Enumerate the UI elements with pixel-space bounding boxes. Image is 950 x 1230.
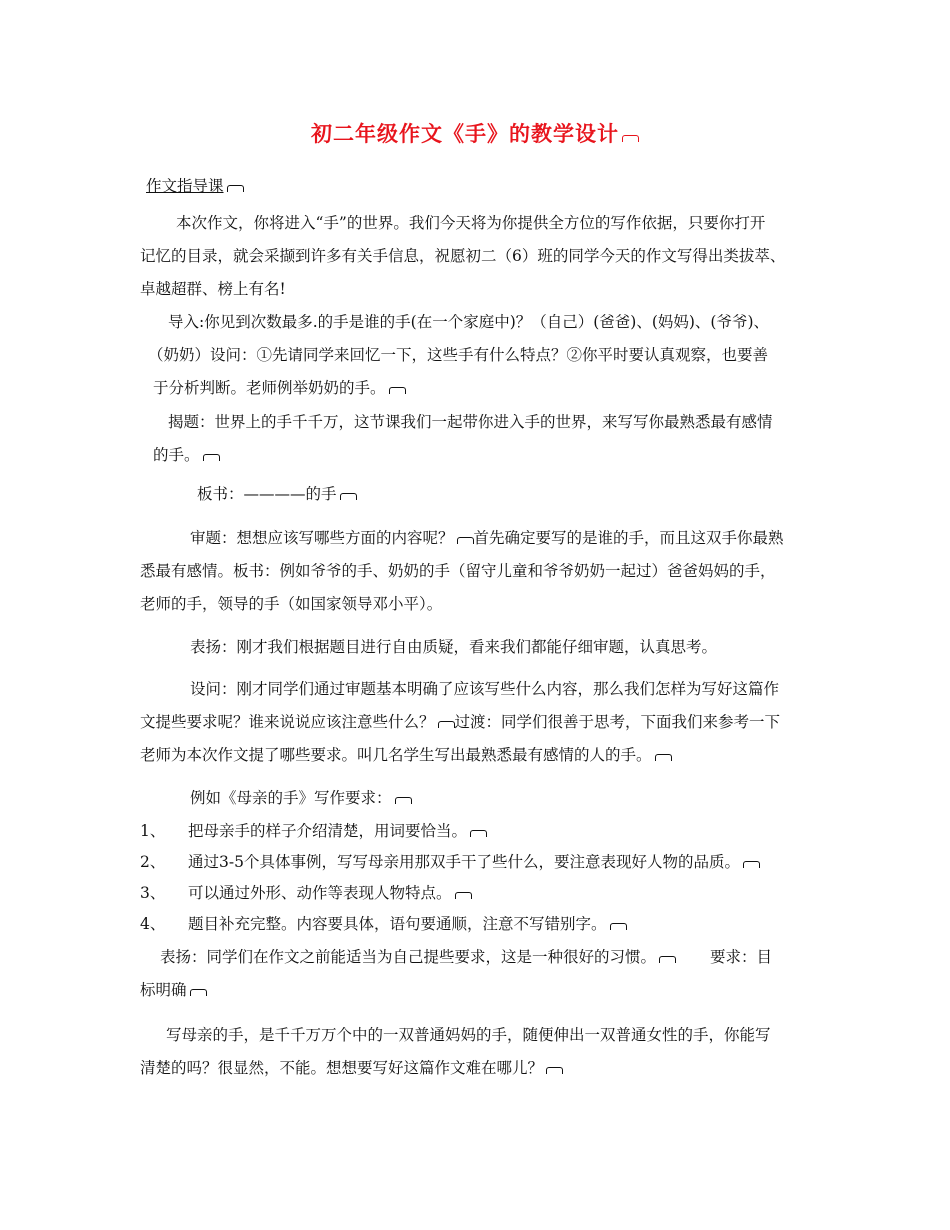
question-text-c: 老师为本次作文提了哪些要求。叫几名学生写出最熟悉最有感情的人的手。 [140,746,652,764]
closing-line-1: 写母亲的手，是千千万万个中的一双普通妈妈的手，随便伸出一双普通女性的手，你能写 [166,1026,771,1044]
paragraph-mark-icon [457,537,474,544]
closing-text: 清楚的吗？很显然，不能。想想要写好这篇作文难在哪儿？ [140,1059,544,1077]
subtitle [146,170,244,203]
requirement-text: 可以通过外形、动作等表现人物特点。 [188,884,452,902]
subtitle-text: 作文指导课 [146,177,224,195]
lead-in-text: 于分析判断。老师例举奶奶的手。 [153,379,386,397]
question-text-a: 文提些要求呢？谁来说说应该注意些什么？ [140,713,435,731]
paragraph-mark-icon [455,892,472,899]
paragraph-mark-icon [610,923,627,930]
review-text-a: 审题：想想应该写哪些方面的内容呢？ [190,529,454,547]
praise-2-text-b: 要求：目 [710,948,773,966]
paragraph-mark-icon [395,797,412,804]
praise-2-text-a: 表扬：同学们在作文之前能适当为自己提些要求，这是一种很好的习惯。 [160,948,657,966]
review-text-b: 首先确定要写的是谁的手，而且这双手你最熟 [473,529,784,547]
praise-2-text-c: 标明确 [140,981,187,999]
paragraph-mark-icon [227,185,244,192]
document-title [0,118,950,148]
question-line-2 [140,706,780,739]
requirement-text: 题目补充完整。内容要具体，语句要通顺，注意不写错别字。 [188,915,607,933]
paragraph-mark-icon [389,387,406,394]
paragraph-mark-icon [340,493,357,500]
review-line-1 [190,522,784,555]
intro-line-3: 卓越超群、榜上有名! [140,280,286,298]
board-text: 板书：————的手 [197,485,337,503]
board-writing [197,478,357,511]
review-line-2: 悉最有感情。板书：例如爷爷的手、奶奶的手（留守儿童和爷爷奶奶一起过）爸爸妈妈的手， [140,562,776,580]
requirement-text: 通过3-5个具体事例，写写母亲用那双手干了些什么，要注意表现好人物的品质。 [188,853,740,871]
requirement-item [140,815,487,848]
question-line-3 [140,739,672,772]
paragraph-mark-icon [743,861,760,868]
requirement-item [140,877,472,910]
requirement-item [140,908,627,941]
praise-2-line-2 [140,974,207,1007]
paragraph-mark-icon [190,989,207,996]
requirement-number: 3、 [140,884,166,902]
reveal-line-1: 揭题：世界上的手千千万，这节课我们一起带你进入手的世界，来写写你最熟悉最有感情 [168,413,773,431]
lead-in-line-2: （奶奶）设问：①先请同学来回忆一下，这些手有什么特点？②你平时要认真观察，也要善 [148,346,769,364]
example-heading [190,782,412,815]
paragraph-mark-icon [655,754,672,761]
requirement-text: 把母亲手的样子介绍清楚，用词要恰当。 [188,822,468,840]
question-line-1: 设问：刚才同学们通过审题基本明确了应该写些什么内容，那么我们怎样为写好这篇作 [190,680,780,698]
paragraph-mark-icon [659,956,676,963]
requirement-number: 1、 [140,822,166,840]
praise-2-line-1 [160,941,772,974]
closing-line-2 [140,1052,563,1085]
reveal-text: 的手。 [153,446,200,464]
paragraph-mark-icon [622,135,639,142]
lead-in-line-1: 导入:你见到次数最多.的手是谁的手(在一个家庭中)？（自己）(爸爸)、(妈妈)、(爷爷)、 [168,313,770,331]
lead-in-line-3 [153,372,406,405]
paragraph-mark-icon [470,830,487,837]
paragraph-mark-icon [546,1067,563,1074]
reveal-line-2 [153,439,220,472]
praise-1: 表扬：刚才我们根据题目进行自由质疑，看来我们都能仔细审题，认真思考。 [190,638,718,656]
intro-line-2: 记忆的目录，就会采撷到许多有关手信息，祝愿初二（6）班的同学今天的作文写得出类拔萃、 [140,247,786,265]
requirement-item [140,846,760,879]
question-text-b: 过渡：同学们很善于思考，下面我们来参考一下 [454,713,781,731]
paragraph-mark-icon [438,721,455,728]
requirement-number: 4、 [140,915,166,933]
title-text: 初二年级作文《手》的教学设计 [311,122,619,146]
review-line-3: 老师的手，领导的手（如国家领导邓小平）。 [140,595,443,613]
paragraph-mark-icon [203,454,220,461]
requirement-number: 2、 [140,853,166,871]
intro-line-1: 本次作文，你将进入“手”的世界。我们今天将为你提供全方位的写作依据，只要你打开 [176,214,766,232]
example-heading-text: 例如《母亲的手》写作要求： [190,789,392,807]
